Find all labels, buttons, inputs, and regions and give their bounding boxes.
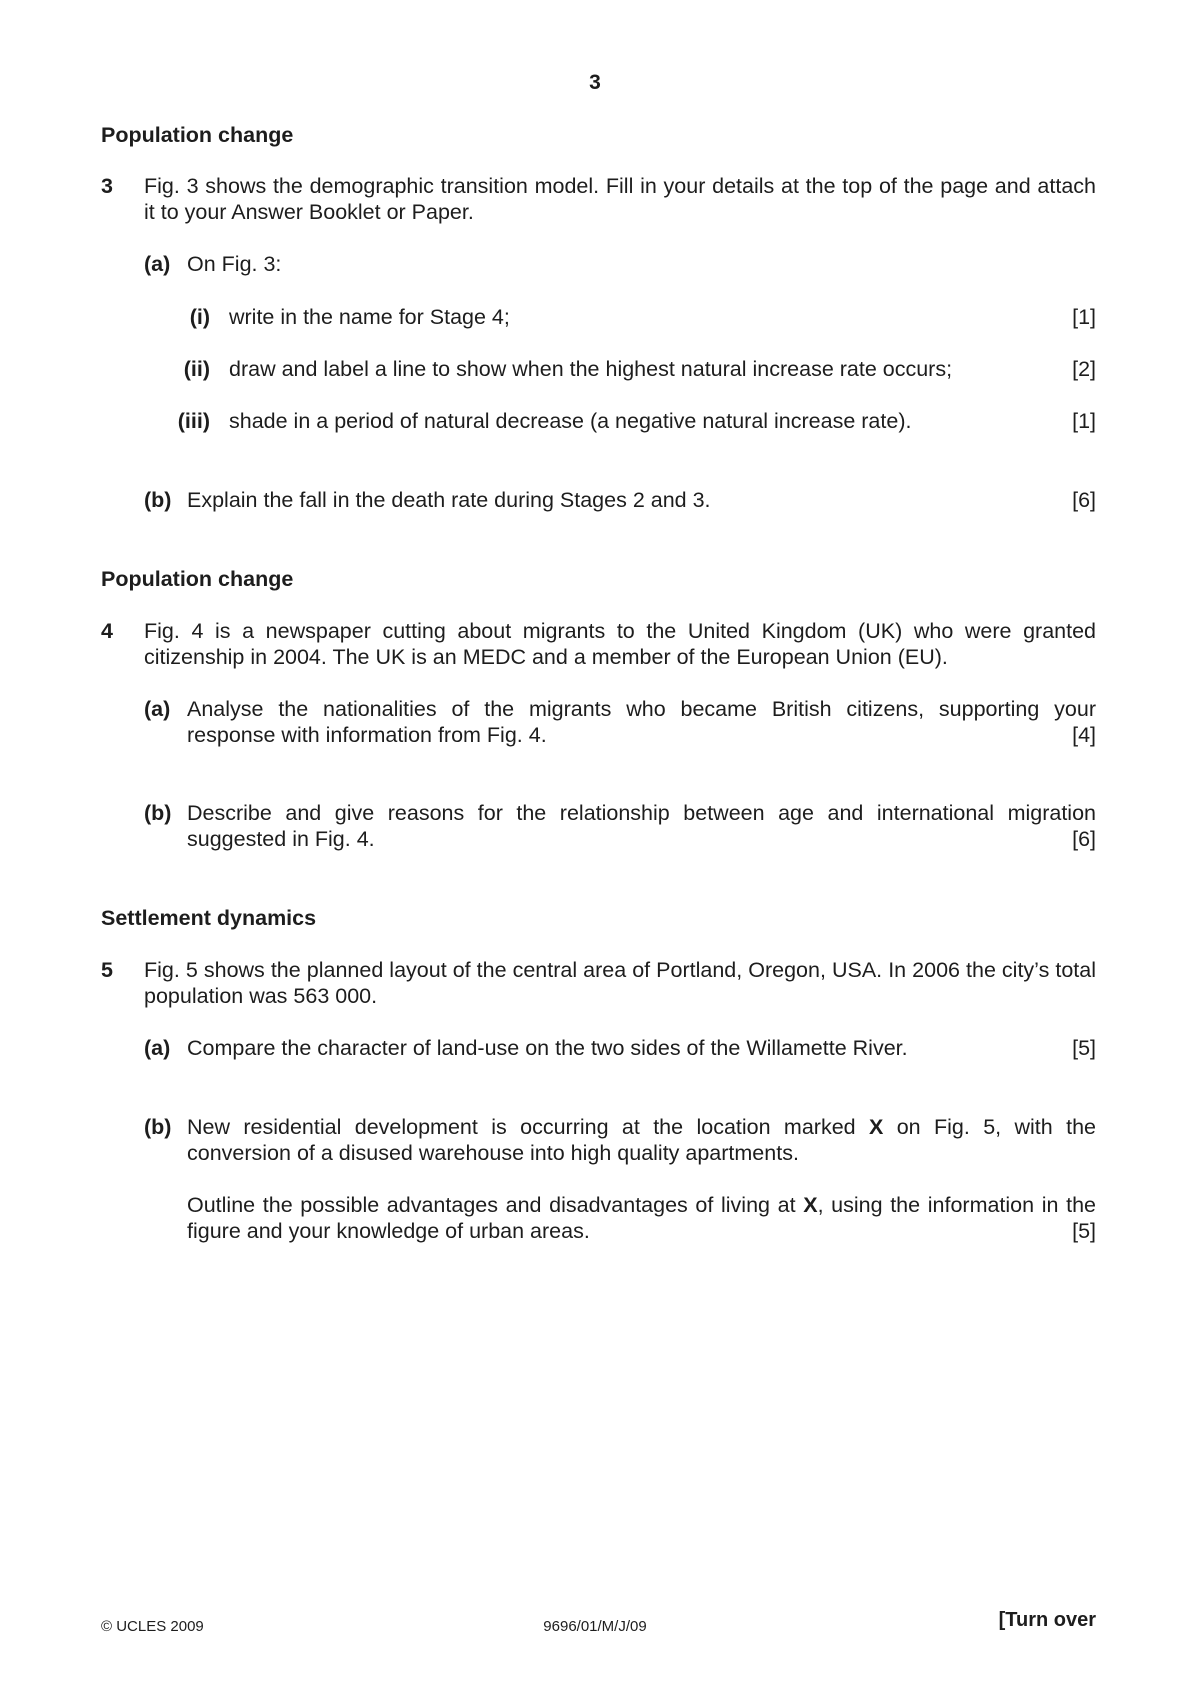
question-5b-label: (b) bbox=[144, 1115, 172, 1139]
question-4-intro: Fig. 4 is a newspaper cutting about migrants to the United Kingdom (UK) who were granted citizenship in 2004. The UK is an MEDC and a member of the European Union (EU). bbox=[144, 619, 1096, 669]
question-5b-instruction-line-2-row bbox=[187, 1218, 1096, 1244]
question-3b-label: (b) bbox=[144, 488, 172, 512]
question-5a-label: (a) bbox=[144, 1036, 171, 1060]
question-3b-mark: [6] bbox=[1072, 488, 1096, 512]
question-4a-mark: [4] bbox=[1072, 723, 1096, 747]
question-5b-text-post: on Fig. 5, with the conversion of a disused warehouse into high quality apartments. bbox=[187, 1115, 1096, 1165]
question-5b-mark: [5] bbox=[1072, 1219, 1096, 1243]
question-4a-line-2: response with information from Fig. 4. bbox=[187, 723, 547, 747]
footer-copyright: © UCLES 2009 bbox=[101, 1618, 204, 1635]
question-3a-text: On Fig. 3: bbox=[187, 252, 282, 276]
question-3a-ii-text: draw and label a line to show when the highest natural increase rate occurs; bbox=[229, 357, 953, 381]
question-4-number: 4 bbox=[101, 619, 113, 643]
question-5b-instruction-x-marker: X bbox=[803, 1193, 818, 1217]
question-3a-i-text: write in the name for Stage 4; bbox=[229, 305, 510, 329]
footer-turn-over: [Turn over bbox=[998, 1609, 1096, 1631]
question-5b-instruction-post: , using the information in the bbox=[817, 1193, 1096, 1217]
question-5a-mark: [5] bbox=[1072, 1036, 1096, 1060]
question-3a-iii-label: (iii) bbox=[177, 409, 210, 433]
question-4a-line-2-row bbox=[187, 722, 1096, 748]
page-number: 3 bbox=[589, 71, 601, 94]
question-4b-line-2-row bbox=[187, 826, 1096, 852]
question-5b-x-marker: X bbox=[869, 1115, 884, 1139]
question-4b-line-1: Describe and give reasons for the relationship between age and international migration bbox=[187, 801, 1096, 825]
question-4a-label: (a) bbox=[144, 697, 171, 721]
question-4b-mark: [6] bbox=[1072, 827, 1096, 851]
question-5a-text: Compare the character of land-use on the two sides of the Willamette River. bbox=[187, 1036, 908, 1060]
question-5b-instruction-pre: Outline the possible advantages and disadvantages of living at bbox=[187, 1193, 804, 1217]
question-5-number: 5 bbox=[101, 958, 113, 982]
question-4b-label: (b) bbox=[144, 801, 172, 825]
question-5b-text-pre: New residential development is occurring at the location marked bbox=[187, 1115, 869, 1139]
question-3a-i-label: (i) bbox=[189, 305, 210, 329]
question-5b-instruction-line-2: figure and your knowledge of urban areas. bbox=[187, 1219, 590, 1243]
question-4a-text bbox=[187, 696, 1096, 748]
question-4b-line-2: suggested in Fig. 4. bbox=[187, 827, 375, 851]
question-3b-text: Explain the fall in the death rate during Stages 2 and 3. bbox=[187, 488, 711, 512]
question-4a-line-1: Analyse the nationalities of the migrants who became British citizens, supporting your bbox=[187, 697, 1096, 721]
question-5b-instruction-line-1 bbox=[187, 1192, 1096, 1218]
question-5b-instruction bbox=[187, 1192, 1096, 1244]
question-3a-iii-text: shade in a period of natural decrease (a negative natural increase rate). bbox=[229, 409, 912, 433]
question-5-intro: Fig. 5 shows the planned layout of the central area of Portland, Oregon, USA. In 2006 the city’s total population was 563 000. bbox=[144, 958, 1096, 1008]
section-heading-settlement-dynamics: Settlement dynamics bbox=[101, 906, 317, 930]
question-3-number: 3 bbox=[101, 174, 113, 198]
footer-paper-code: 9696/01/M/J/09 bbox=[543, 1618, 647, 1635]
question-3a-label: (a) bbox=[144, 252, 171, 276]
question-3a-iii-mark: [1] bbox=[1072, 409, 1096, 433]
question-3-intro: Fig. 3 shows the demographic transition model. Fill in your details at the top of the page and attach it to your Answer Booklet or Paper. bbox=[144, 174, 1096, 224]
question-4b-text bbox=[187, 800, 1096, 852]
question-3a-ii-mark: [2] bbox=[1072, 357, 1096, 381]
section-heading-population-change-2: Population change bbox=[101, 567, 294, 591]
section-heading-population-change-1: Population change bbox=[101, 123, 294, 147]
question-3a-i-mark: [1] bbox=[1072, 305, 1096, 329]
question-5b-text bbox=[187, 1114, 1096, 1166]
question-3a-ii-label: (ii) bbox=[183, 357, 210, 381]
